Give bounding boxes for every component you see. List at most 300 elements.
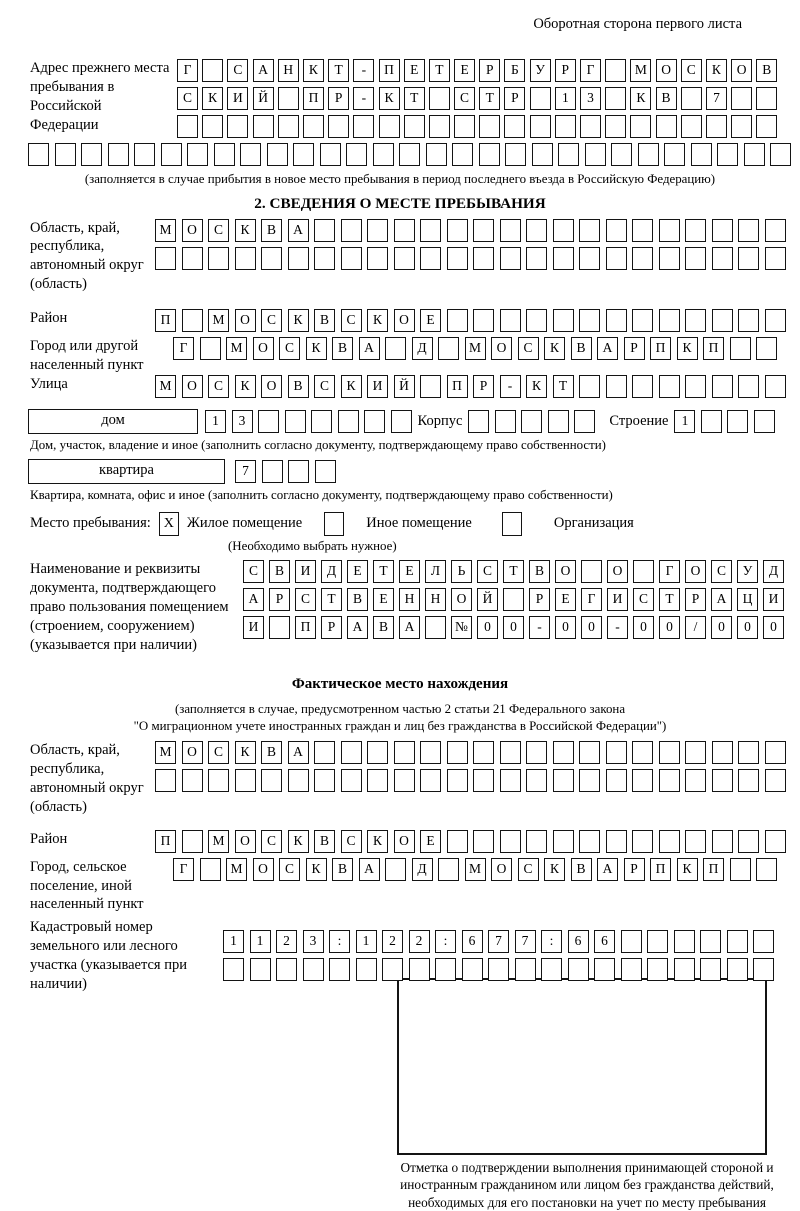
char-box[interactable] bbox=[515, 958, 536, 981]
char-box[interactable] bbox=[606, 741, 627, 764]
char-box[interactable] bbox=[202, 115, 223, 138]
char-box[interactable] bbox=[473, 309, 494, 332]
char-box[interactable]: 7 bbox=[235, 460, 256, 483]
char-box[interactable] bbox=[553, 247, 574, 270]
char-box[interactable]: С bbox=[279, 858, 300, 881]
char-box[interactable] bbox=[526, 830, 547, 853]
char-box[interactable] bbox=[611, 143, 632, 166]
char-box[interactable]: Й bbox=[253, 87, 274, 110]
char-box[interactable]: Р bbox=[624, 337, 645, 360]
char-box[interactable] bbox=[208, 247, 229, 270]
char-box[interactable] bbox=[765, 769, 786, 792]
char-box[interactable] bbox=[530, 115, 551, 138]
char-box[interactable]: М bbox=[155, 375, 176, 398]
cadastral-grid-2[interactable] bbox=[223, 958, 800, 981]
char-box[interactable] bbox=[731, 87, 752, 110]
char-box[interactable] bbox=[656, 115, 677, 138]
char-box[interactable]: Д bbox=[412, 858, 433, 881]
char-box[interactable] bbox=[311, 410, 332, 433]
char-box[interactable] bbox=[638, 143, 659, 166]
char-box[interactable] bbox=[367, 769, 388, 792]
char-box[interactable]: С bbox=[454, 87, 475, 110]
char-box[interactable] bbox=[447, 219, 468, 242]
char-box[interactable] bbox=[320, 143, 341, 166]
char-box[interactable]: О bbox=[182, 741, 203, 764]
char-box[interactable] bbox=[701, 410, 722, 433]
char-box[interactable] bbox=[409, 958, 430, 981]
char-box[interactable] bbox=[235, 769, 256, 792]
char-box[interactable]: Н bbox=[399, 588, 420, 611]
char-box[interactable] bbox=[438, 858, 459, 881]
char-box[interactable]: О bbox=[394, 309, 415, 332]
char-box[interactable] bbox=[738, 741, 759, 764]
char-box[interactable] bbox=[585, 143, 606, 166]
char-box[interactable]: Р bbox=[321, 616, 342, 639]
char-box[interactable]: П bbox=[379, 59, 400, 82]
prev-address-grid-3[interactable] bbox=[177, 115, 800, 138]
document-grid-2[interactable] bbox=[243, 588, 800, 611]
char-box[interactable] bbox=[621, 958, 642, 981]
char-box[interactable] bbox=[579, 309, 600, 332]
char-box[interactable]: К bbox=[288, 830, 309, 853]
char-box[interactable] bbox=[394, 219, 415, 242]
char-box[interactable] bbox=[548, 410, 569, 433]
char-box[interactable] bbox=[314, 247, 335, 270]
char-box[interactable]: Т bbox=[659, 588, 680, 611]
char-box[interactable]: / bbox=[685, 616, 706, 639]
char-box[interactable] bbox=[288, 247, 309, 270]
char-box[interactable] bbox=[385, 337, 406, 360]
char-box[interactable]: Н bbox=[425, 588, 446, 611]
char-box[interactable]: П bbox=[295, 616, 316, 639]
char-box[interactable] bbox=[632, 219, 653, 242]
char-box[interactable] bbox=[473, 247, 494, 270]
char-box[interactable]: Е bbox=[420, 309, 441, 332]
char-box[interactable]: 1 bbox=[356, 930, 377, 953]
char-box[interactable] bbox=[770, 143, 791, 166]
char-box[interactable]: Ц bbox=[737, 588, 758, 611]
actual-region-grid-2[interactable] bbox=[155, 769, 800, 792]
char-box[interactable]: К bbox=[303, 59, 324, 82]
char-box[interactable]: Г bbox=[580, 59, 601, 82]
char-box[interactable]: 0 bbox=[477, 616, 498, 639]
char-box[interactable]: В bbox=[269, 560, 290, 583]
char-box[interactable]: 0 bbox=[555, 616, 576, 639]
char-box[interactable] bbox=[235, 247, 256, 270]
char-box[interactable]: : bbox=[541, 930, 562, 953]
char-box[interactable] bbox=[182, 830, 203, 853]
char-box[interactable]: 1 bbox=[205, 410, 226, 433]
char-box[interactable] bbox=[753, 958, 774, 981]
char-box[interactable]: М bbox=[465, 337, 486, 360]
char-box[interactable] bbox=[382, 958, 403, 981]
char-box[interactable]: Е bbox=[404, 59, 425, 82]
char-box[interactable]: - bbox=[500, 375, 521, 398]
char-box[interactable] bbox=[447, 247, 468, 270]
char-box[interactable]: И bbox=[607, 588, 628, 611]
char-box[interactable] bbox=[338, 410, 359, 433]
char-box[interactable]: Т bbox=[479, 87, 500, 110]
char-box[interactable] bbox=[738, 769, 759, 792]
char-box[interactable] bbox=[738, 247, 759, 270]
char-box[interactable]: С bbox=[227, 59, 248, 82]
actual-city-grid[interactable] bbox=[173, 858, 777, 881]
char-box[interactable]: Й bbox=[477, 588, 498, 611]
char-box[interactable]: 0 bbox=[659, 616, 680, 639]
region-grid-2[interactable] bbox=[155, 247, 800, 270]
char-box[interactable] bbox=[605, 87, 626, 110]
char-box[interactable] bbox=[685, 769, 706, 792]
char-box[interactable] bbox=[555, 115, 576, 138]
char-box[interactable] bbox=[717, 143, 738, 166]
char-box[interactable]: А bbox=[359, 858, 380, 881]
char-box[interactable] bbox=[269, 616, 290, 639]
stroenie-grid[interactable] bbox=[674, 410, 775, 433]
char-box[interactable]: 2 bbox=[409, 930, 430, 953]
char-box[interactable] bbox=[341, 219, 362, 242]
char-box[interactable]: : bbox=[329, 930, 350, 953]
char-box[interactable] bbox=[541, 958, 562, 981]
char-box[interactable] bbox=[161, 143, 182, 166]
char-box[interactable]: Ь bbox=[451, 560, 472, 583]
char-box[interactable] bbox=[727, 410, 748, 433]
char-box[interactable] bbox=[155, 769, 176, 792]
char-box[interactable] bbox=[568, 958, 589, 981]
char-box[interactable]: В bbox=[332, 858, 353, 881]
char-box[interactable]: А bbox=[399, 616, 420, 639]
char-box[interactable] bbox=[500, 830, 521, 853]
char-box[interactable]: М bbox=[208, 309, 229, 332]
char-box[interactable] bbox=[712, 247, 733, 270]
char-box[interactable] bbox=[293, 143, 314, 166]
char-box[interactable]: 3 bbox=[232, 410, 253, 433]
char-box[interactable]: Т bbox=[429, 59, 450, 82]
char-box[interactable] bbox=[706, 115, 727, 138]
char-box[interactable]: - bbox=[353, 59, 374, 82]
char-box[interactable]: 0 bbox=[763, 616, 784, 639]
char-box[interactable] bbox=[738, 219, 759, 242]
char-box[interactable]: Т bbox=[503, 560, 524, 583]
char-box[interactable] bbox=[329, 958, 350, 981]
char-box[interactable] bbox=[659, 830, 680, 853]
char-box[interactable] bbox=[278, 115, 299, 138]
char-box[interactable] bbox=[685, 219, 706, 242]
char-box[interactable]: К bbox=[544, 337, 565, 360]
document-grid-3[interactable] bbox=[243, 616, 800, 639]
char-box[interactable] bbox=[685, 247, 706, 270]
char-box[interactable] bbox=[468, 410, 489, 433]
char-box[interactable] bbox=[606, 375, 627, 398]
char-box[interactable] bbox=[208, 769, 229, 792]
char-box[interactable]: 6 bbox=[568, 930, 589, 953]
char-box[interactable] bbox=[553, 741, 574, 764]
char-box[interactable]: С bbox=[711, 560, 732, 583]
char-box[interactable]: К bbox=[526, 375, 547, 398]
char-box[interactable] bbox=[240, 143, 261, 166]
char-box[interactable]: С bbox=[341, 309, 362, 332]
char-box[interactable] bbox=[765, 219, 786, 242]
char-box[interactable]: О bbox=[235, 830, 256, 853]
char-box[interactable] bbox=[712, 830, 733, 853]
char-box[interactable] bbox=[394, 247, 415, 270]
char-box[interactable] bbox=[580, 115, 601, 138]
char-box[interactable] bbox=[712, 309, 733, 332]
char-box[interactable] bbox=[55, 143, 76, 166]
house-number-grid[interactable] bbox=[205, 410, 412, 433]
char-box[interactable]: К bbox=[677, 337, 698, 360]
char-box[interactable] bbox=[200, 337, 221, 360]
char-box[interactable] bbox=[276, 958, 297, 981]
char-box[interactable]: А bbox=[347, 616, 368, 639]
char-box[interactable] bbox=[495, 410, 516, 433]
char-box[interactable]: 0 bbox=[503, 616, 524, 639]
char-box[interactable] bbox=[420, 769, 441, 792]
char-box[interactable] bbox=[574, 410, 595, 433]
char-box[interactable] bbox=[664, 143, 685, 166]
char-box[interactable] bbox=[632, 375, 653, 398]
char-box[interactable]: Р bbox=[473, 375, 494, 398]
char-box[interactable] bbox=[756, 115, 777, 138]
char-box[interactable] bbox=[353, 115, 374, 138]
char-box[interactable] bbox=[632, 309, 653, 332]
char-box[interactable] bbox=[579, 741, 600, 764]
char-box[interactable]: Т bbox=[373, 560, 394, 583]
char-box[interactable] bbox=[504, 115, 525, 138]
char-box[interactable]: В bbox=[571, 337, 592, 360]
char-box[interactable] bbox=[685, 741, 706, 764]
char-box[interactable] bbox=[500, 309, 521, 332]
char-box[interactable]: Е bbox=[347, 560, 368, 583]
char-box[interactable]: 2 bbox=[382, 930, 403, 953]
char-box[interactable]: А bbox=[597, 858, 618, 881]
char-box[interactable]: К bbox=[379, 87, 400, 110]
char-box[interactable] bbox=[379, 115, 400, 138]
char-box[interactable] bbox=[530, 87, 551, 110]
char-box[interactable]: Л bbox=[425, 560, 446, 583]
char-box[interactable] bbox=[488, 958, 509, 981]
char-box[interactable] bbox=[473, 741, 494, 764]
char-box[interactable] bbox=[420, 219, 441, 242]
char-box[interactable]: 0 bbox=[711, 616, 732, 639]
char-box[interactable]: Р bbox=[555, 59, 576, 82]
char-box[interactable] bbox=[581, 560, 602, 583]
char-box[interactable] bbox=[500, 219, 521, 242]
char-box[interactable]: 1 bbox=[555, 87, 576, 110]
char-box[interactable]: В bbox=[347, 588, 368, 611]
char-box[interactable] bbox=[647, 930, 668, 953]
char-box[interactable] bbox=[681, 87, 702, 110]
char-box[interactable]: С bbox=[243, 560, 264, 583]
char-box[interactable]: Г bbox=[177, 59, 198, 82]
char-box[interactable]: А bbox=[288, 219, 309, 242]
char-box[interactable] bbox=[346, 143, 367, 166]
char-box[interactable] bbox=[659, 375, 680, 398]
char-box[interactable] bbox=[738, 375, 759, 398]
char-box[interactable] bbox=[753, 930, 774, 953]
char-box[interactable]: Т bbox=[404, 87, 425, 110]
char-box[interactable]: А bbox=[359, 337, 380, 360]
char-box[interactable] bbox=[632, 769, 653, 792]
char-box[interactable]: О bbox=[182, 219, 203, 242]
char-box[interactable] bbox=[553, 219, 574, 242]
actual-region-grid-1[interactable] bbox=[155, 741, 800, 764]
char-box[interactable]: О bbox=[261, 375, 282, 398]
char-box[interactable]: И bbox=[295, 560, 316, 583]
char-box[interactable]: 2 bbox=[276, 930, 297, 953]
char-box[interactable]: П bbox=[703, 858, 724, 881]
char-box[interactable] bbox=[473, 830, 494, 853]
char-box[interactable] bbox=[288, 460, 309, 483]
char-box[interactable]: 1 bbox=[250, 930, 271, 953]
char-box[interactable]: С bbox=[295, 588, 316, 611]
char-box[interactable]: 3 bbox=[303, 930, 324, 953]
char-box[interactable]: М bbox=[465, 858, 486, 881]
char-box[interactable] bbox=[462, 958, 483, 981]
document-grid-1[interactable] bbox=[243, 560, 800, 583]
char-box[interactable] bbox=[674, 958, 695, 981]
char-box[interactable]: В bbox=[571, 858, 592, 881]
char-box[interactable]: Р bbox=[529, 588, 550, 611]
char-box[interactable] bbox=[303, 958, 324, 981]
char-box[interactable] bbox=[700, 958, 721, 981]
char-box[interactable] bbox=[202, 59, 223, 82]
char-box[interactable] bbox=[727, 930, 748, 953]
char-box[interactable] bbox=[328, 115, 349, 138]
char-box[interactable] bbox=[744, 143, 765, 166]
char-box[interactable] bbox=[659, 247, 680, 270]
char-box[interactable]: : bbox=[435, 930, 456, 953]
char-box[interactable]: К bbox=[341, 375, 362, 398]
char-box[interactable] bbox=[730, 337, 751, 360]
char-box[interactable] bbox=[738, 830, 759, 853]
char-box[interactable] bbox=[730, 858, 751, 881]
char-box[interactable] bbox=[473, 219, 494, 242]
char-box[interactable]: У bbox=[530, 59, 551, 82]
char-box[interactable] bbox=[632, 741, 653, 764]
char-box[interactable]: - bbox=[529, 616, 550, 639]
char-box[interactable]: О bbox=[394, 830, 415, 853]
char-box[interactable] bbox=[659, 309, 680, 332]
char-box[interactable]: К bbox=[367, 309, 388, 332]
char-box[interactable] bbox=[28, 143, 49, 166]
char-box[interactable]: - bbox=[353, 87, 374, 110]
char-box[interactable]: 1 bbox=[223, 930, 244, 953]
prev-address-grid-2[interactable] bbox=[177, 87, 800, 110]
char-box[interactable]: М bbox=[630, 59, 651, 82]
char-box[interactable] bbox=[621, 930, 642, 953]
char-box[interactable]: Г bbox=[173, 337, 194, 360]
char-box[interactable]: С bbox=[633, 588, 654, 611]
char-box[interactable]: С bbox=[261, 830, 282, 853]
char-box[interactable] bbox=[385, 858, 406, 881]
char-box[interactable]: В bbox=[529, 560, 550, 583]
char-box[interactable] bbox=[765, 309, 786, 332]
char-box[interactable] bbox=[420, 741, 441, 764]
char-box[interactable] bbox=[633, 560, 654, 583]
char-box[interactable]: П bbox=[650, 337, 671, 360]
char-box[interactable] bbox=[685, 830, 706, 853]
char-box[interactable] bbox=[606, 247, 627, 270]
char-box[interactable] bbox=[262, 460, 283, 483]
char-box[interactable]: О bbox=[491, 337, 512, 360]
char-box[interactable]: Г bbox=[659, 560, 680, 583]
char-box[interactable] bbox=[182, 309, 203, 332]
char-box[interactable] bbox=[526, 247, 547, 270]
char-box[interactable]: К bbox=[235, 219, 256, 242]
char-box[interactable]: У bbox=[737, 560, 758, 583]
char-box[interactable] bbox=[632, 830, 653, 853]
char-box[interactable] bbox=[712, 769, 733, 792]
char-box[interactable] bbox=[500, 247, 521, 270]
char-box[interactable] bbox=[712, 741, 733, 764]
street-grid[interactable] bbox=[155, 375, 786, 398]
char-box[interactable]: 7 bbox=[706, 87, 727, 110]
char-box[interactable] bbox=[314, 741, 335, 764]
char-box[interactable] bbox=[756, 858, 777, 881]
prev-address-grid-1[interactable] bbox=[177, 59, 800, 82]
char-box[interactable] bbox=[341, 247, 362, 270]
char-box[interactable]: О bbox=[451, 588, 472, 611]
char-box[interactable]: Н bbox=[278, 59, 299, 82]
char-box[interactable]: 0 bbox=[633, 616, 654, 639]
char-box[interactable]: П bbox=[703, 337, 724, 360]
char-box[interactable] bbox=[605, 59, 626, 82]
char-box[interactable] bbox=[756, 337, 777, 360]
char-box[interactable]: О bbox=[607, 560, 628, 583]
char-box[interactable] bbox=[630, 115, 651, 138]
char-box[interactable]: Т bbox=[553, 375, 574, 398]
region-grid-1[interactable] bbox=[155, 219, 800, 242]
char-box[interactable] bbox=[521, 410, 542, 433]
char-box[interactable] bbox=[500, 741, 521, 764]
char-box[interactable]: Р bbox=[269, 588, 290, 611]
char-box[interactable]: А bbox=[711, 588, 732, 611]
char-box[interactable] bbox=[364, 410, 385, 433]
char-box[interactable] bbox=[605, 115, 626, 138]
char-box[interactable]: Т bbox=[321, 588, 342, 611]
char-box[interactable] bbox=[712, 375, 733, 398]
char-box[interactable]: И bbox=[367, 375, 388, 398]
char-box[interactable]: С bbox=[681, 59, 702, 82]
char-box[interactable] bbox=[731, 115, 752, 138]
char-box[interactable] bbox=[553, 309, 574, 332]
char-box[interactable]: О bbox=[253, 337, 274, 360]
char-box[interactable]: Е bbox=[373, 588, 394, 611]
char-box[interactable] bbox=[391, 410, 412, 433]
char-box[interactable]: Е bbox=[454, 59, 475, 82]
char-box[interactable] bbox=[108, 143, 129, 166]
char-box[interactable]: А bbox=[243, 588, 264, 611]
char-box[interactable] bbox=[399, 143, 420, 166]
char-box[interactable]: С bbox=[518, 337, 539, 360]
char-box[interactable] bbox=[503, 588, 524, 611]
char-box[interactable]: К bbox=[677, 858, 698, 881]
char-box[interactable] bbox=[253, 115, 274, 138]
char-box[interactable]: В bbox=[373, 616, 394, 639]
char-box[interactable]: 3 bbox=[580, 87, 601, 110]
char-box[interactable] bbox=[261, 769, 282, 792]
char-box[interactable]: Е bbox=[555, 588, 576, 611]
char-box[interactable] bbox=[250, 958, 271, 981]
char-box[interactable]: № bbox=[451, 616, 472, 639]
char-box[interactable]: Г bbox=[581, 588, 602, 611]
checkbox-other-premise[interactable] bbox=[324, 512, 344, 536]
char-box[interactable]: К bbox=[306, 337, 327, 360]
char-box[interactable]: О bbox=[685, 560, 706, 583]
char-box[interactable]: М bbox=[226, 858, 247, 881]
char-box[interactable]: Г bbox=[173, 858, 194, 881]
char-box[interactable]: Р bbox=[479, 59, 500, 82]
